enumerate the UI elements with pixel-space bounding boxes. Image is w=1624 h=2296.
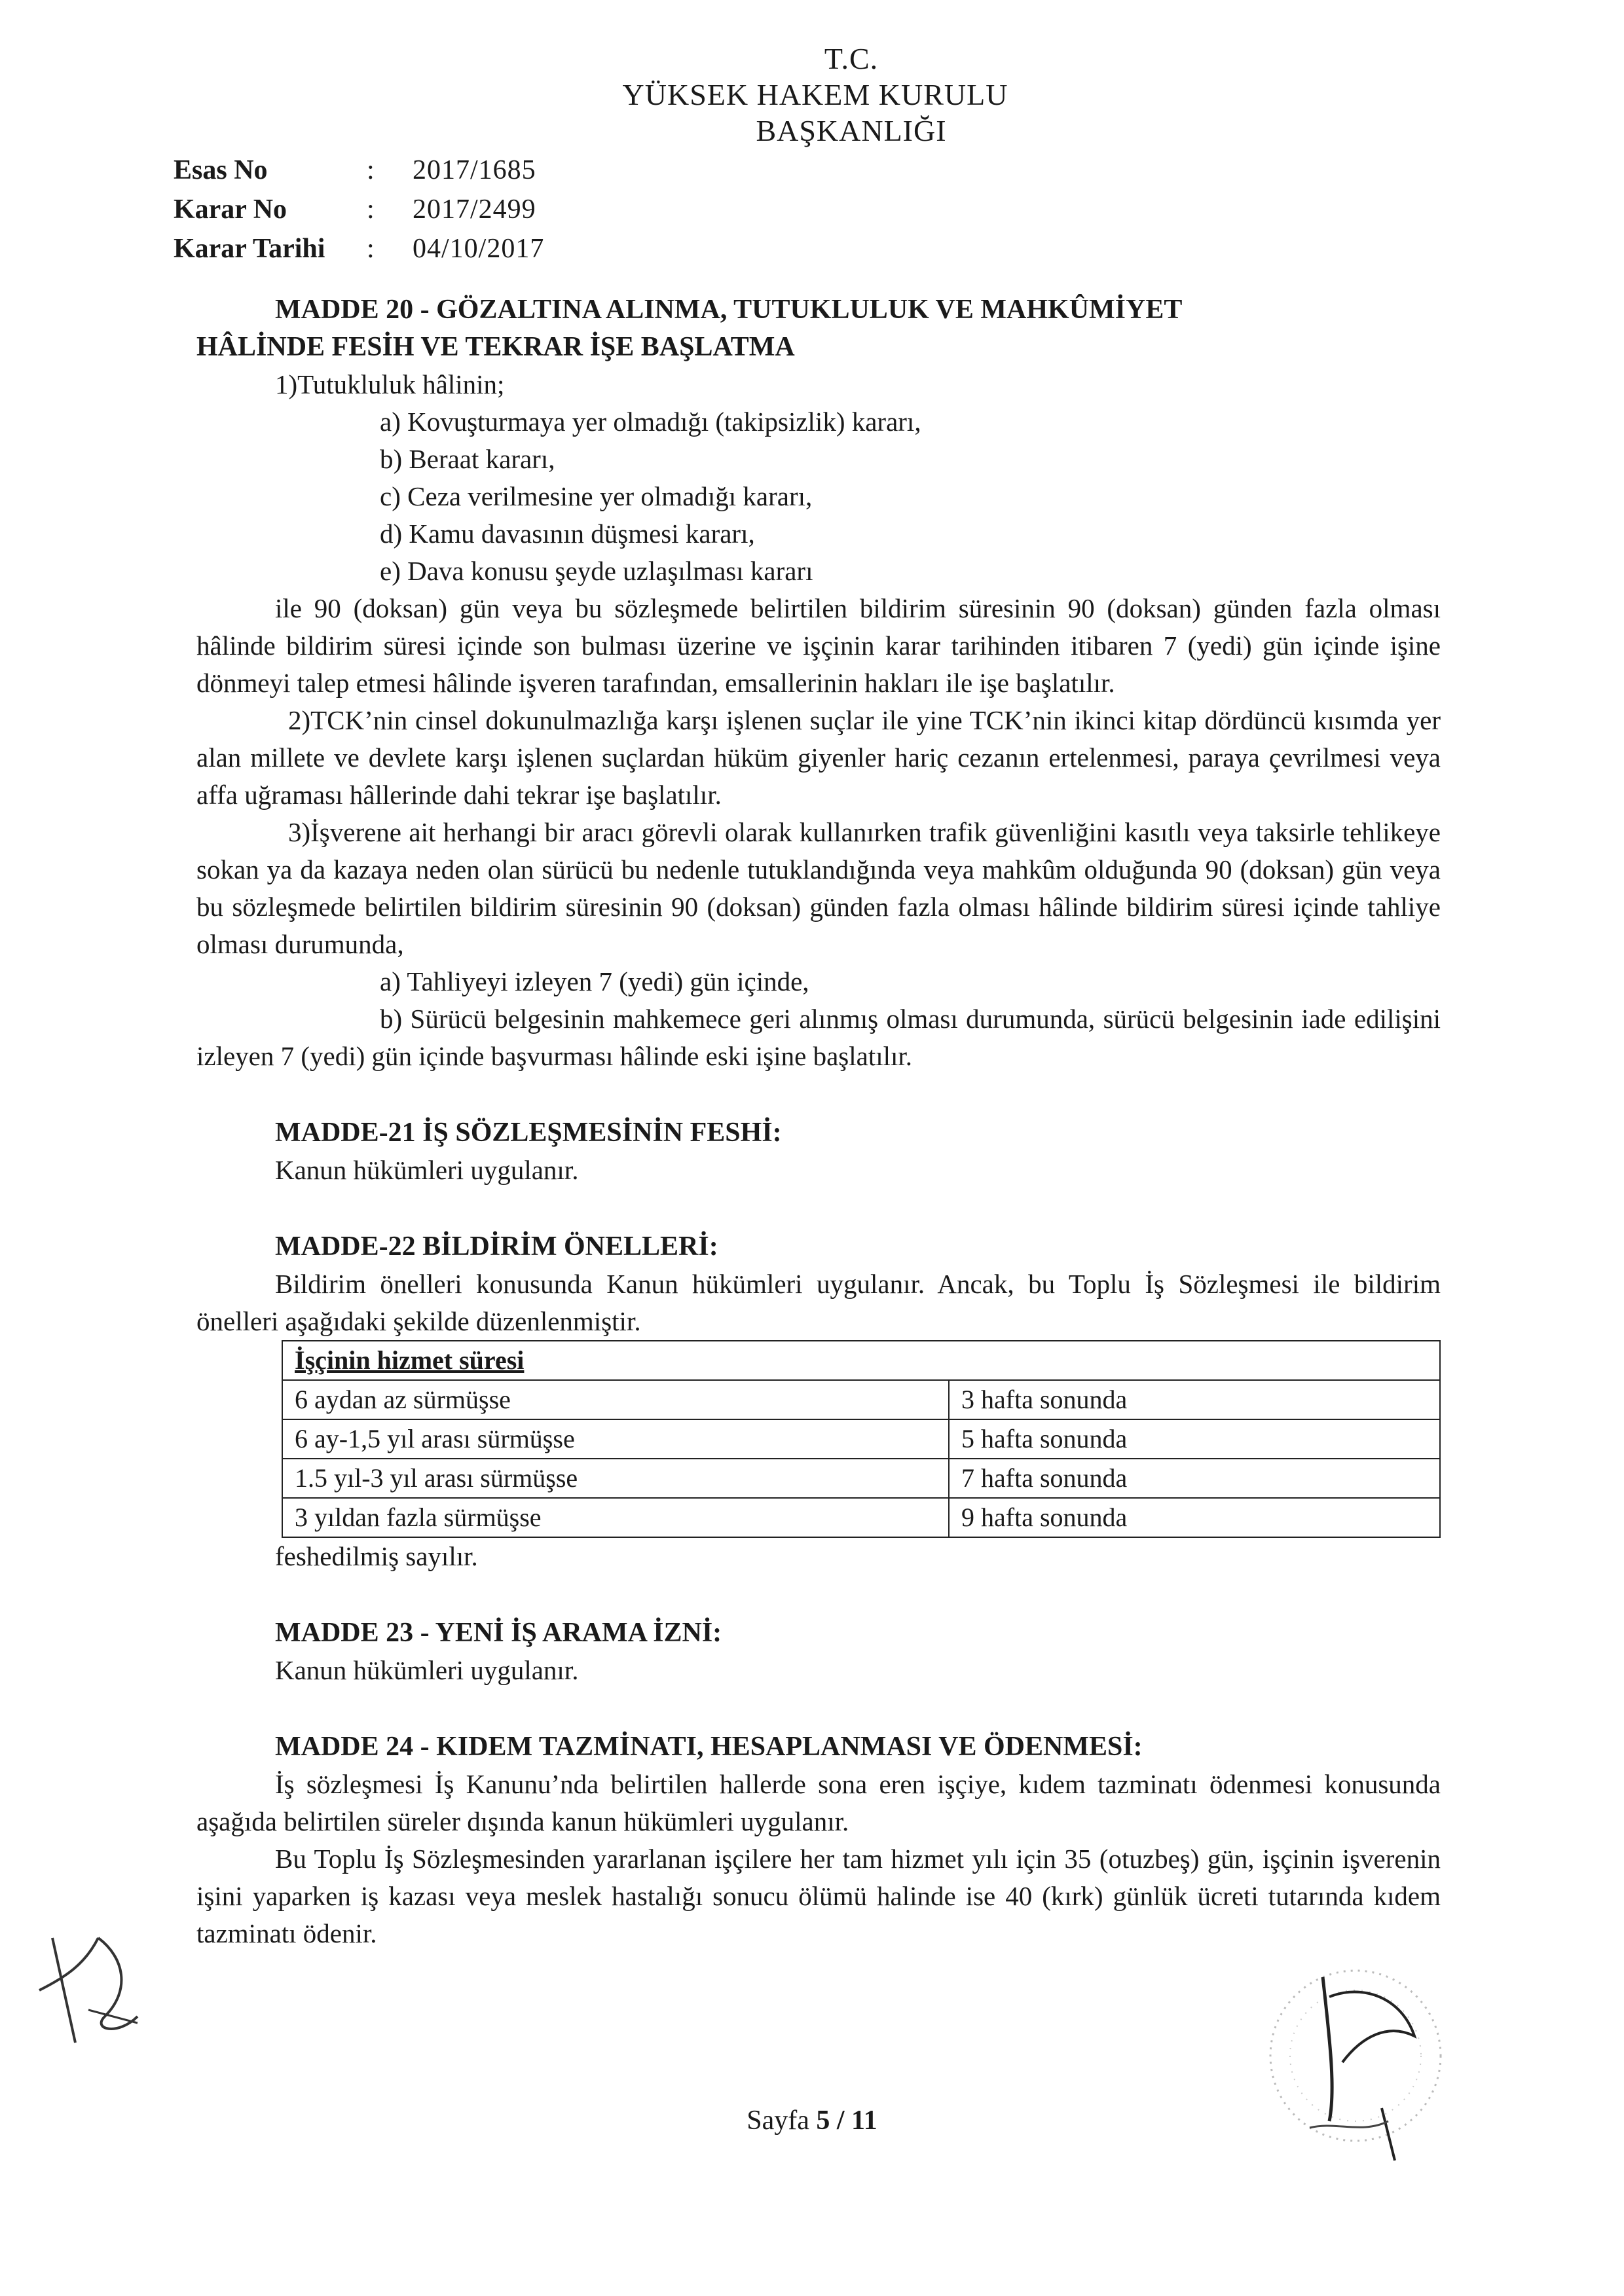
tarih-label: Karar Tarihi xyxy=(174,234,325,264)
madde22-after: feshedilmiş sayılır. xyxy=(275,1541,478,1571)
madde24-title: MADDE 24 - KIDEM TAZMİNATI, HESAPLANMASI VE ÖDENMESİ: xyxy=(275,1732,1143,1762)
decision-metadata: Esas No : 2017/1685 Karar No : 2017/2499 Karar Tarihi : 04/10/2017 xyxy=(174,151,544,268)
madde20-title-line2: HÂLİNDE FESİH VE TEKRAR İŞE BAŞLATMA xyxy=(196,332,795,362)
table-header: İşçinin hizmet süresi xyxy=(282,1341,1440,1380)
madde20-p3-a: a) Tahliyeyi izleyen 7 (yedi) gün içinde, xyxy=(380,966,809,996)
table-cell: 6 aydan az sürmüşse xyxy=(282,1380,949,1419)
header-presidency: BAŞKANLIĞI xyxy=(756,114,947,147)
table-row xyxy=(282,1498,1440,1537)
madde23-body: Kanun hükümleri uygulanır. xyxy=(275,1655,579,1685)
madde20-list xyxy=(196,403,1441,590)
esas-label: Esas No xyxy=(174,155,268,185)
table-cell: 6 ay-1,5 yıl arası sürmüşse xyxy=(282,1419,949,1459)
madde24-p2: Bu Toplu İş Sözleşmesinden yararlanan işçilere her tam hizmet yılı için 35 (otuzbeş) gün, işçinin işverenin işini yaparken iş kazası veya meslek hastalığı sonucu ölümü halinde ise 40 (kırk) günlük ücreti tutarında kıdem tazminatı ödenir. xyxy=(196,1844,1441,1948)
notice-period-table xyxy=(282,1340,1441,1538)
table-cell: 5 hafta sonunda xyxy=(949,1419,1440,1459)
table-row xyxy=(282,1380,1440,1419)
list-item: d) Kamu davasının düşmesi kararı, xyxy=(380,519,755,549)
table-header-row xyxy=(282,1341,1440,1380)
madde24-p1: İş sözleşmesi İş Kanunu’nda belirtilen hallerde sona eren işçiye, kıdem tazminatı ödenmesi konusunda aşağıda belirtilen süreler dışında kanun hükümleri uygulanır. xyxy=(196,1769,1441,1836)
page-number xyxy=(0,2105,1624,2136)
table-cell: 3 hafta sonunda xyxy=(949,1380,1440,1419)
list-item: c) Ceza verilmesine yer olmadığı kararı, xyxy=(380,481,813,511)
document-body xyxy=(196,291,1441,1952)
table-cell: 9 hafta sonunda xyxy=(949,1498,1440,1537)
madde20-p1-intro: 1)Tutukluluk hâlinin; xyxy=(275,369,505,399)
tarih-value: 04/10/2017 xyxy=(413,234,545,264)
page-prefix: Sayfa xyxy=(747,2105,817,2136)
karar-label: Karar No xyxy=(174,194,287,225)
list-item: e) Dava konusu şeyde uzlaşılması kararı xyxy=(380,556,813,586)
header-board: YÜKSEK HAKEM KURULU xyxy=(622,78,1008,111)
madde22-body: Bildirim önelleri konusunda Kanun hükümleri uygulanır. Ancak, bu Toplu İş Sözleşmesi ile bildirim önelleri aşağıdaki şekilde düzenlenmiştir. xyxy=(196,1269,1441,1336)
signature-and-stamp xyxy=(1231,1958,1480,2174)
handwritten-page-mark xyxy=(26,1912,177,2062)
madde21-body: Kanun hükümleri uygulanır. xyxy=(275,1155,579,1185)
list-item: b) Beraat kararı, xyxy=(380,444,555,474)
madde20-p2: 2)TCK’nin cinsel dokunulmazlığa karşı işlenen suçlar ile yine TCK’nin ikinci kitap dördüncü kısımda yer alan millete ve devlete karşı işlenen suçlardan hüküm giyenler hariç cezanın ertelenmesi, paraya çevrilmesi veya affa uğraması hâllerinde dahi tekrar işe başlatılır. xyxy=(196,705,1441,810)
madde20-p3-b: b) Sürücü belgesinin mahkemece geri alınmış olması durumunda, sürücü belgesinin iade edilişini izleyen 7 (yedi) gün içinde başvurması hâlinde eski işine başlatılır. xyxy=(196,1004,1441,1071)
madde21-title: MADDE-21 İŞ SÖZLEŞMESİNİN FESHİ: xyxy=(275,1118,782,1148)
table-row xyxy=(282,1459,1440,1498)
institution-header xyxy=(0,41,1624,149)
madde23-title: MADDE 23 - YENİ İŞ ARAMA İZNİ: xyxy=(275,1618,722,1648)
table-cell: 3 yıldan fazla sürmüşse xyxy=(282,1498,949,1537)
madde20-title-line1: MADDE 20 - GÖZALTINA ALINMA, TUTUKLULUK VE MAHKÛMİYET xyxy=(275,295,1183,325)
esas-value: 2017/1685 xyxy=(413,155,536,185)
list-item: a) Kovuşturmaya yer olmadığı (takipsizlik) kararı, xyxy=(380,407,921,437)
header-tc: T.C. xyxy=(824,42,879,75)
table-cell: 7 hafta sonunda xyxy=(949,1459,1440,1498)
table-cell: 1.5 yıl-3 yıl arası sürmüşse xyxy=(282,1459,949,1498)
madde22-title: MADDE-22 BİLDİRİM ÖNELLERİ: xyxy=(275,1231,718,1262)
page-value: 5 / 11 xyxy=(816,2105,877,2136)
karar-value: 2017/2499 xyxy=(413,194,536,225)
madde20-p3: 3)İşverene ait herhangi bir aracı görevli olarak kullanırken trafik güvenliğini kasıtlı veya taksirle tehlikeye sokan ya da kazaya neden olan sürücü bu nedenle tutuklandığında veya mahkûm olduğunda 90 (doksan) gün veya bu sözleşmede belirtilen bildirim süresinin 90 (doksan) günden fazla olması hâlinde bildirim süresi içinde tahliye olması durumunda, xyxy=(196,817,1441,959)
table-row xyxy=(282,1419,1440,1459)
madde20-p1-body: ile 90 (doksan) gün veya bu sözleşmede belirtilen bildirim süresinin 90 (doksan) günden fazla olması hâlinde bildirim süresi içinde son bulması üzerine ve işçinin karar tarihinden itibaren 7 (yedi) gün içinde işine dönmeyi talep etmesi hâlinde işveren tarafından, emsallerinin hakları ile işe başlatılır. xyxy=(196,593,1441,698)
